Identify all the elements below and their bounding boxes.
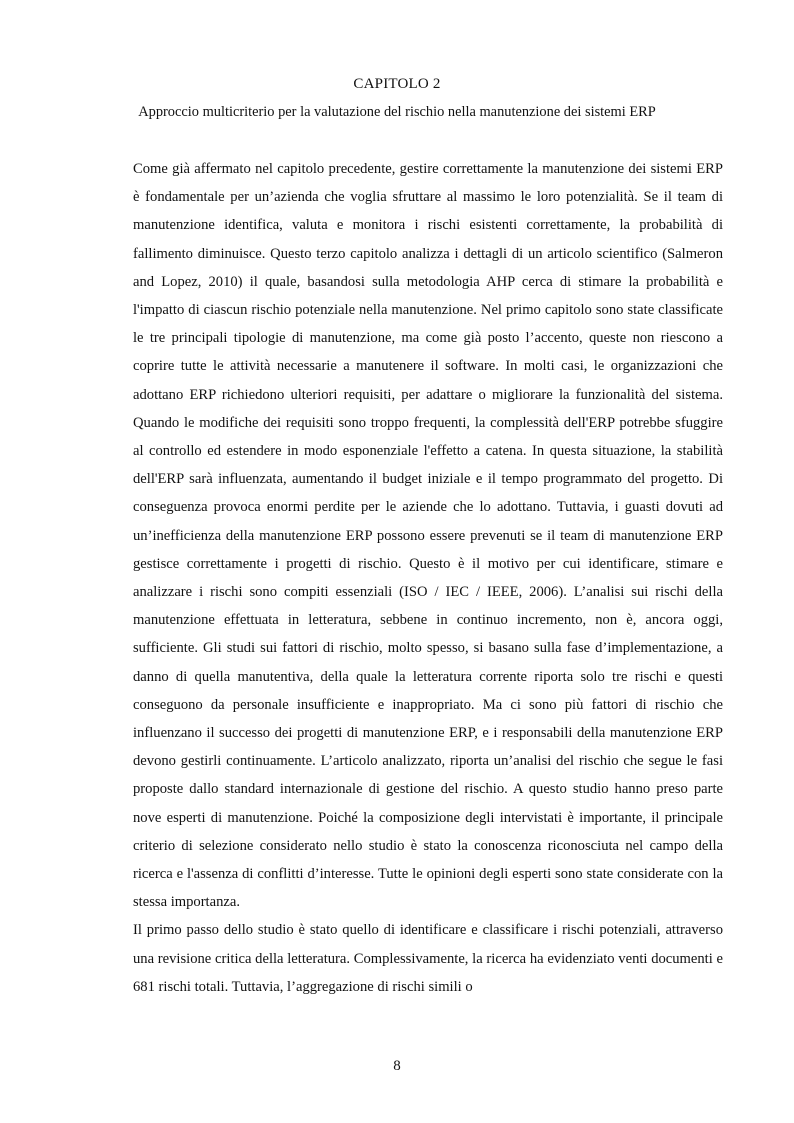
- chapter-label: CAPITOLO 2: [353, 76, 441, 92]
- body-text: [133, 155, 723, 1001]
- chapter-subtitle: Approccio multicriterio per la valutazione del rischio nella manutenzione dei sistemi ERP: [138, 104, 656, 120]
- paragraph-2: Il primo passo dello studio è stato quello di identificare e classificare i rischi potenziali, attraverso una revisione critica della letteratura. Complessivamente, la ricerca ha evidenziato venti documenti e 681 rischi totali. Tuttavia, l’aggregazione di rischi simili o: [133, 922, 723, 995]
- page-number: 8: [393, 1058, 401, 1074]
- paragraph-1: Come già affermato nel capitolo precedente, gestire correttamente la manutenzione dei sistemi ERP è fondamentale per un’azienda che voglia sfruttare al massimo le loro potenzialità. Se il team di manutenzione identifica, valuta e monitora i rischi esistenti correttamente, la probabilità di fallimento diminuisce. Questo terzo capitolo analizza i dettagli di un articolo scientifico (Salmeron and Lopez, 2010) il quale, basandosi sulla metodologia AHP cerca di stimare la probabilità e l'impatto di ciascun rischio potenziale nella manutenzione. Nel primo capitolo sono state classificate le tre principali tipologie di manutenzione, ma come già posto l’accento, queste non riescono a coprire tutte le attività necessarie a manutenere il software. In molti casi, le organizzazioni che adottano ERP richiedono ulteriori requisiti, per adattare o migliorare la funzionalità del sistema. Quando le modifiche dei requisiti sono troppo frequenti, la complessità dell'ERP potrebbe sfuggire al controllo ed estendere in modo esponenziale l'effetto a catena. In questa situazione, la stabilità dell'ERP sarà influenzata, aumentando il budget iniziale e il tempo programmato del progetto. Di conseguenza provoca enormi perdite per le aziende che lo adottano. Tuttavia, i guasti dovuti ad un’inefficienza della manutenzione ERP possono essere prevenuti se il team di manutenzione ERP gestisce correttamente i progetti di rischio. Questo è il motivo per cui identificare, stimare e analizzare i rischi sono compiti essenziali (ISO / IEC / IEEE, 2006). L’analisi sui rischi della manutenzione effettuata in letteratura, sebbene in continuo incremento, non è, ancora oggi, sufficiente. Gli studi sui fattori di rischio, molto spesso, si basano sulla fase d’implementazione, a danno di quella manutentiva, della quale la letteratura corrente riporta solo tre rischi e questi conseguono da personale insufficiente e inappropriato. Ma ci sono più fattori di rischio che influenzano il successo dei progetti di manutenzione ERP, e i responsabili della manutenzione ERP devono gestirli continuamente. L’articolo analizzato, riporta un’analisi del rischio che segue le fasi proposte dallo standard internazionale di gestione del rischio. A questo studio hanno preso parte nove esperti di manutenzione. Poiché la composizione degli intervistati è importante, il principale criterio di selezione considerato nello studio è stato la conoscenza riconosciuta nel campo della ricerca e l'assenza di conflitti d’interesse. Tutte le opinioni degli esperti sono state considerate con la stessa importanza.: [133, 161, 723, 911]
